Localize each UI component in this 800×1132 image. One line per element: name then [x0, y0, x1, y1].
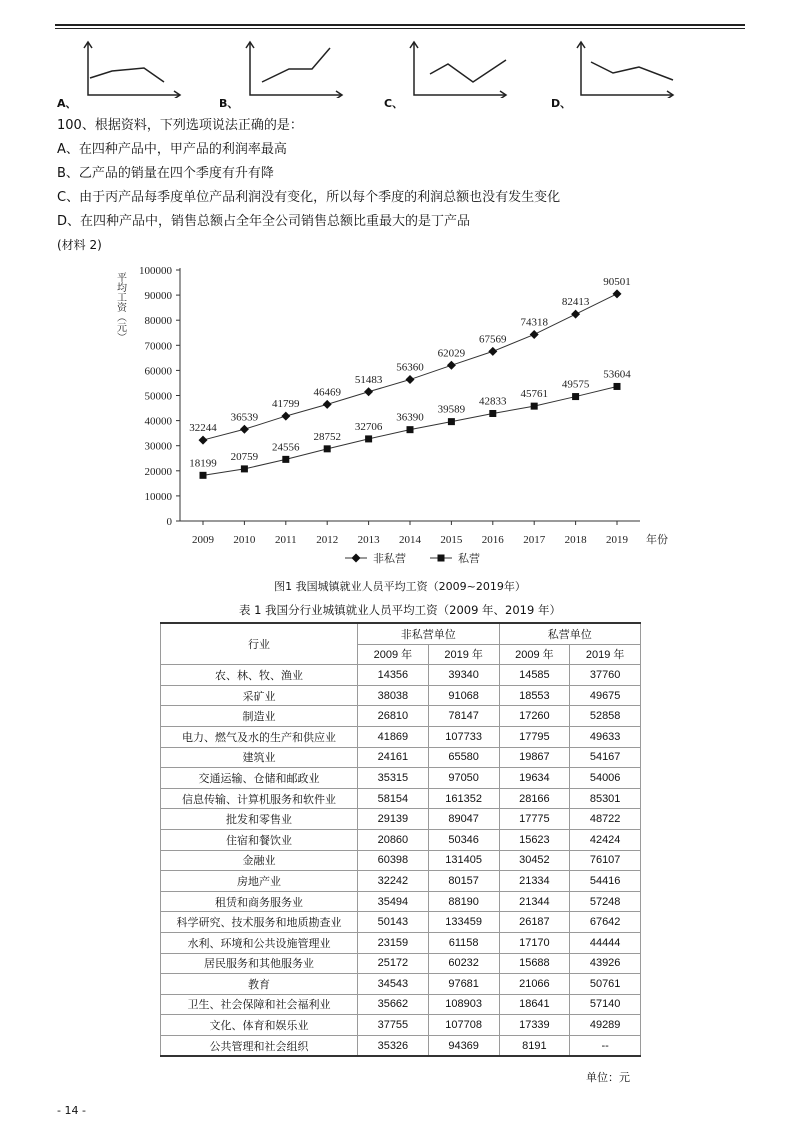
y-tick-label: 70000 [144, 340, 172, 353]
wage-cell: 38038 [358, 685, 429, 706]
industry-cell: 住宿和餐饮业 [161, 829, 358, 850]
x-tick-label: 2017 [523, 534, 546, 546]
wage-cell: 67642 [570, 912, 641, 933]
wage-cell: 32242 [358, 871, 429, 892]
y-tick-label: 50000 [144, 390, 172, 403]
data-label: 46469 [313, 386, 341, 399]
choice-a: A、在四种产品中，甲产品的利润率最高 [57, 142, 287, 157]
wage-cell: 97050 [428, 768, 499, 789]
private-header: 私营单位 [499, 623, 641, 644]
wage-cell: 35494 [358, 891, 429, 912]
wage-cell: 35662 [358, 994, 429, 1015]
private-point [282, 456, 289, 463]
year-header: 2019 年 [570, 644, 641, 665]
wage-cell: 17795 [499, 726, 570, 747]
data-label: 20759 [230, 450, 259, 463]
wage-cell: 49633 [570, 726, 641, 747]
non-private-point [571, 310, 580, 319]
wage-cell: 50143 [358, 912, 429, 933]
wage-cell: 23159 [358, 932, 429, 953]
y-axis-label: 平均工资（元） [114, 272, 126, 342]
table-row [161, 685, 641, 706]
data-label: 56360 [396, 361, 424, 374]
wage-cell: 89047 [428, 809, 499, 830]
wage-cell: 41869 [358, 726, 429, 747]
industry-cell: 交通运输、仓储和邮政业 [161, 768, 358, 789]
table-unit: 单位：元 [586, 1071, 630, 1084]
wage-cell: 54006 [570, 768, 641, 789]
non-private-point [281, 412, 290, 421]
wage-cell: 8191 [499, 1035, 570, 1056]
y-tick-label: 100000 [139, 265, 172, 277]
data-label: 28752 [313, 430, 341, 443]
table-row [161, 871, 641, 892]
wage-cell: 35315 [358, 768, 429, 789]
industry-cell: 农、林、牧、渔业 [161, 665, 358, 686]
non-private-point [530, 330, 539, 339]
data-label: 24556 [272, 441, 300, 454]
wage-cell: 49289 [570, 1015, 641, 1036]
private-point [200, 472, 207, 479]
option-d-label: D、 [551, 97, 572, 110]
wage-cell: 42424 [570, 829, 641, 850]
wage-cell: 34543 [358, 974, 429, 995]
choice-b: B、乙产品的销量在四个季度有升有降 [57, 166, 274, 181]
industry-cell: 金融业 [161, 850, 358, 871]
data-label: 62029 [437, 347, 466, 360]
non-private-point [199, 436, 208, 445]
wage-cell: 21334 [499, 871, 570, 892]
wage-cell: 57248 [570, 891, 641, 912]
table-row [161, 912, 641, 933]
data-label: 42833 [479, 395, 507, 408]
industry-header: 行业 [161, 623, 358, 665]
wage-cell: 49675 [570, 685, 641, 706]
legend-marker [438, 555, 445, 562]
wage-cell: 17170 [499, 932, 570, 953]
figure-caption: 图1 我国城镇就业人员平均工资（2009~2019年） [274, 580, 526, 593]
wage-cell: 20860 [358, 829, 429, 850]
table-row [161, 1015, 641, 1036]
y-tick-label: 20000 [144, 465, 172, 478]
wage-cell: 58154 [358, 788, 429, 809]
private-point [531, 403, 538, 410]
wage-cell: 26810 [358, 706, 429, 727]
data-label: 41799 [272, 398, 300, 411]
data-label: 45761 [520, 388, 548, 401]
wage-line-chart [100, 258, 700, 576]
wage-cell: 131405 [428, 850, 499, 871]
wage-cell: 85301 [570, 788, 641, 809]
x-tick-label: 2011 [275, 534, 297, 546]
x-tick-label: 2018 [564, 534, 587, 546]
non-private-point [323, 400, 332, 409]
wage-cell: 54416 [570, 871, 641, 892]
table-row [161, 1035, 641, 1056]
wage-cell: 18641 [499, 994, 570, 1015]
wage-cell: 39340 [428, 665, 499, 686]
wage-cell: 107733 [428, 726, 499, 747]
option-d-graph [575, 40, 675, 98]
legend-label: 私营 [458, 553, 480, 565]
table-row [161, 665, 641, 686]
option-b-graph [244, 40, 344, 98]
data-label: 32706 [354, 420, 383, 433]
wage-cell: 48722 [570, 809, 641, 830]
table-row [161, 974, 641, 995]
data-label: 39589 [437, 403, 466, 416]
wage-cell: 108903 [428, 994, 499, 1015]
choice-c: C、由于丙产品每季度单位产品利润没有变化，所以每个季度的利润总额也没有发生变化 [57, 190, 561, 205]
private-point [407, 426, 414, 433]
wage-cell: 35326 [358, 1035, 429, 1056]
data-label: 51483 [354, 373, 383, 386]
wage-cell: 57140 [570, 994, 641, 1015]
wage-cell: 50346 [428, 829, 499, 850]
non-private-point [613, 289, 622, 298]
x-tick-label: 2014 [399, 534, 421, 546]
table-row [161, 932, 641, 953]
x-axis-label: 年份 [646, 534, 668, 546]
table-row [161, 850, 641, 871]
x-tick-label: 2009 [192, 534, 214, 546]
wage-cell: 26187 [499, 912, 570, 933]
wage-cell: 14356 [358, 665, 429, 686]
legend-label: 非私营 [373, 553, 406, 565]
option-b-label: B、 [219, 97, 239, 110]
data-label: 49575 [561, 378, 590, 391]
table-row [161, 891, 641, 912]
wage-cell: 29139 [358, 809, 429, 830]
data-label: 36390 [396, 411, 424, 424]
option-a-label: A、 [57, 97, 77, 110]
table-row [161, 747, 641, 768]
wage-cell: 60398 [358, 850, 429, 871]
wage-cell: 37760 [570, 665, 641, 686]
data-label: 90501 [603, 275, 631, 288]
wage-cell: 15623 [499, 829, 570, 850]
wage-cell: 107708 [428, 1015, 499, 1036]
legend-marker [352, 554, 361, 563]
wage-cell: 44444 [570, 932, 641, 953]
table-row [161, 829, 641, 850]
y-tick-label: 90000 [144, 290, 172, 303]
private-point [365, 435, 372, 442]
wage-cell: 21066 [499, 974, 570, 995]
non-private-point [447, 361, 456, 370]
wage-cell: 60232 [428, 953, 499, 974]
wage-cell: 50761 [570, 974, 641, 995]
wage-cell: 37755 [358, 1015, 429, 1036]
industry-cell: 采矿业 [161, 685, 358, 706]
data-label: 36539 [230, 411, 259, 424]
private-point [324, 445, 331, 452]
wage-cell: 30452 [499, 850, 570, 871]
wage-cell: 19867 [499, 747, 570, 768]
non-private-point [488, 347, 497, 356]
industry-cell: 建筑业 [161, 747, 358, 768]
private-point [448, 418, 455, 425]
non-private-header: 非私营单位 [358, 623, 500, 644]
wage-cell: 25172 [358, 953, 429, 974]
wage-cell: 24161 [358, 747, 429, 768]
table-row [161, 994, 641, 1015]
wage-cell: 52858 [570, 706, 641, 727]
wage-cell: 43926 [570, 953, 641, 974]
wage-cell: 91068 [428, 685, 499, 706]
x-tick-label: 2013 [357, 534, 380, 546]
private-point [241, 465, 248, 472]
wage-cell: 78147 [428, 706, 499, 727]
private-point [489, 410, 496, 417]
table-caption: 表 1 我国分行业城镇就业人员平均工资（2009 年、2019 年） [239, 603, 561, 617]
non-private-point [240, 425, 249, 434]
x-tick-label: 2019 [606, 534, 628, 546]
industry-cell: 制造业 [161, 706, 358, 727]
wage-cell: 17260 [499, 706, 570, 727]
table-row [161, 809, 641, 830]
wage-cell: 14585 [499, 665, 570, 686]
header-rule-thin [55, 28, 745, 29]
wage-cell: 94369 [428, 1035, 499, 1056]
wage-cell: 19634 [499, 768, 570, 789]
x-tick-label: 2015 [440, 534, 463, 546]
wage-cell: 28166 [499, 788, 570, 809]
choice-d: D、在四种产品中，销售总额占全年全公司销售总额比重最大的是丁产品 [57, 214, 471, 229]
table-row [161, 768, 641, 789]
industry-cell: 房地产业 [161, 871, 358, 892]
year-header: 2009 年 [499, 644, 570, 665]
industry-cell: 公共管理和社会组织 [161, 1035, 358, 1056]
non-private-point [364, 387, 373, 396]
y-tick-label: 30000 [144, 440, 172, 453]
question-stem: 100、根据资料，下列选项说法正确的是： [57, 118, 303, 133]
industry-cell: 电力、燃气及水的生产和供应业 [161, 726, 358, 747]
wage-cell: 76107 [570, 850, 641, 871]
wage-cell: 15688 [499, 953, 570, 974]
private-point [572, 393, 579, 400]
wage-cell: 88190 [428, 891, 499, 912]
wage-cell: 61158 [428, 932, 499, 953]
y-tick-label: 0 [166, 516, 172, 528]
table-row [161, 953, 641, 974]
industry-cell: 信息传输、计算机服务和软件业 [161, 788, 358, 809]
y-tick-label: 80000 [144, 315, 172, 328]
option-a-graph [82, 40, 182, 98]
wage-cell: 17339 [499, 1015, 570, 1036]
data-label: 82413 [561, 296, 590, 309]
y-tick-label: 10000 [144, 490, 172, 503]
non-private-point [406, 375, 415, 384]
wage-cell: 133459 [428, 912, 499, 933]
year-header: 2019 年 [428, 644, 499, 665]
x-tick-label: 2012 [316, 534, 339, 546]
wage-cell: -- [570, 1035, 641, 1056]
material-label: (材料 2) [57, 238, 102, 252]
wage-cell: 21344 [499, 891, 570, 912]
industry-cell: 批发和零售业 [161, 809, 358, 830]
option-c-label: C、 [384, 97, 404, 110]
data-label: 67569 [479, 333, 507, 346]
industry-cell: 水利、环境和公共设施管理业 [161, 932, 358, 953]
data-label: 53604 [603, 368, 631, 381]
y-tick-label: 40000 [144, 415, 172, 428]
industry-cell: 教育 [161, 974, 358, 995]
industry-cell: 卫生、社会保障和社会福利业 [161, 994, 358, 1015]
year-header: 2009 年 [358, 644, 429, 665]
x-tick-label: 2016 [481, 534, 504, 546]
industry-cell: 租赁和商务服务业 [161, 891, 358, 912]
table-group-header-row [161, 623, 641, 644]
y-tick-label: 60000 [144, 365, 172, 378]
table-row [161, 706, 641, 727]
wage-cell: 18553 [499, 685, 570, 706]
table-row [161, 788, 641, 809]
industry-cell: 居民服务和其他服务业 [161, 953, 358, 974]
wage-cell: 65580 [428, 747, 499, 768]
wage-cell: 97681 [428, 974, 499, 995]
wage-table [160, 622, 641, 1057]
wage-cell: 161352 [428, 788, 499, 809]
wage-cell: 80157 [428, 871, 499, 892]
header-rule [55, 24, 745, 26]
data-label: 18199 [189, 457, 217, 470]
private-point [614, 383, 621, 390]
page-number: - 14 - [57, 1104, 86, 1117]
data-label: 74318 [520, 316, 548, 329]
option-c-graph [408, 40, 508, 98]
data-label: 32244 [189, 422, 217, 435]
wage-cell: 54167 [570, 747, 641, 768]
x-tick-label: 2010 [233, 534, 256, 546]
table-row [161, 726, 641, 747]
industry-cell: 文化、体育和娱乐业 [161, 1015, 358, 1036]
wage-cell: 17775 [499, 809, 570, 830]
industry-cell: 科学研究、技术服务和地质勘查业 [161, 912, 358, 933]
